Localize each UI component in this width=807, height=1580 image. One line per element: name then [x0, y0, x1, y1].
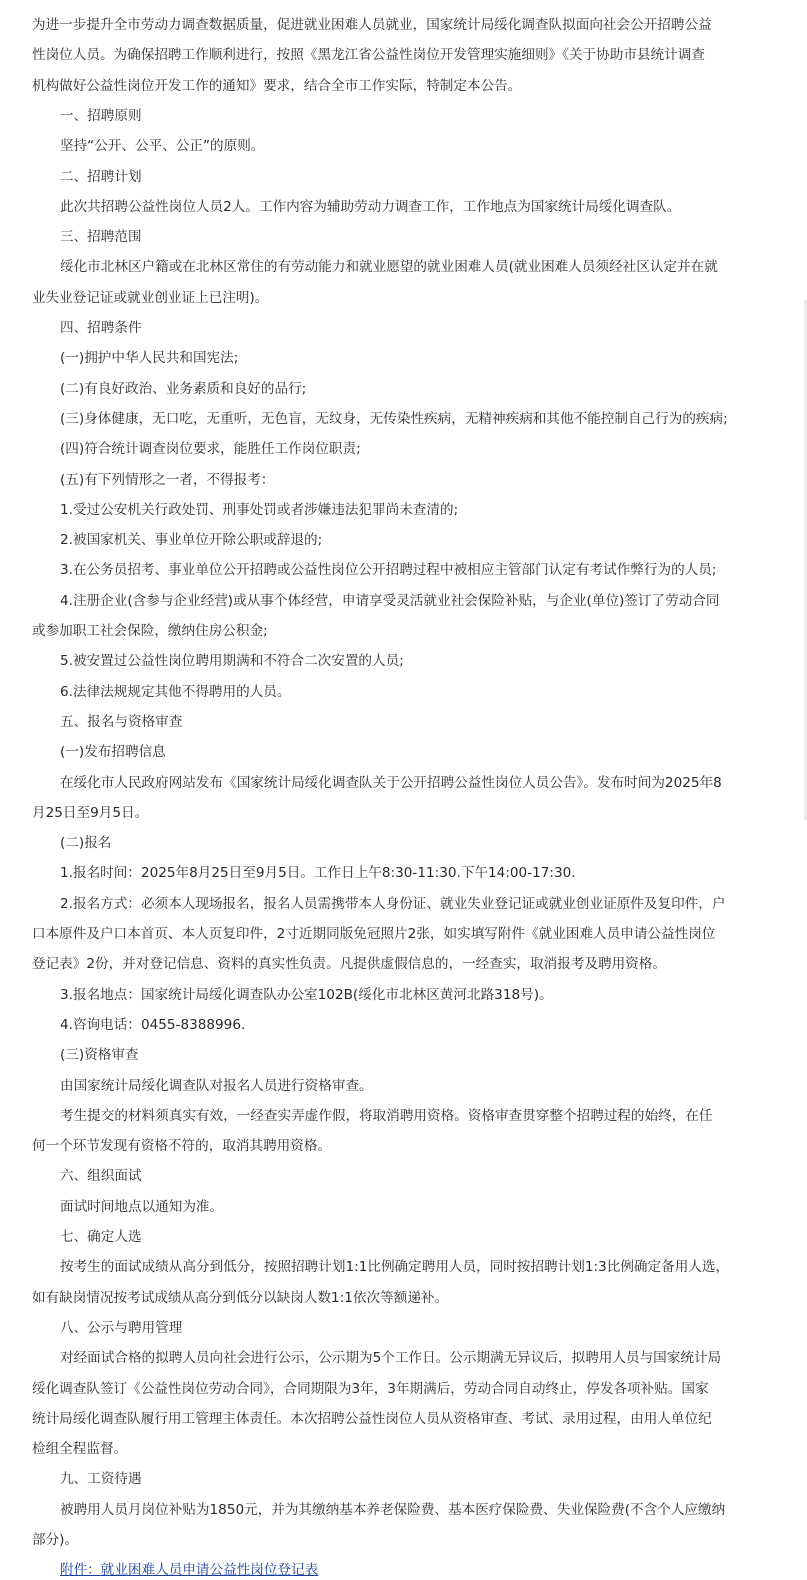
paragraph-line: 何一个环节发现有资格不符的，取消其聘用资格。	[32, 1138, 332, 1155]
paragraph-line: 1.受过公安机关行政处罚、刑事处罚或者涉嫌违法犯罪尚未查清的;	[60, 501, 459, 518]
paragraph-line: 九、工资待遇	[60, 1471, 142, 1488]
paragraph-line: (一)发布招聘信息	[60, 744, 166, 761]
paragraph-line: 对经面试合格的拟聘人员向社会进行公示，公示期为5个工作日。公示期满无异议后，拟聘用人员与国家统计局	[60, 1350, 722, 1367]
paragraph-line: 4.咨询电话：0455-8388996.	[60, 1016, 246, 1033]
paragraph-line: 机构做好公益性岗位开发工作的通知》要求，结合全市工作实际，特制定本公告。	[32, 77, 522, 94]
paragraph-line: 八、公示与聘用管理	[60, 1319, 183, 1336]
paragraph-line: 3.报名地点：国家统计局绥化调查队办公室102B(绥化市北林区黄河北路318号)。	[60, 986, 553, 1003]
attachment-prefix: 附件：	[60, 1562, 101, 1579]
paragraph-line: 为进一步提升全市劳动力调查数据质量，促进就业困难人员就业，国家统计局绥化调查队拟面向社会公开招聘公益	[32, 17, 712, 33]
attachment-link[interactable]	[60, 1560, 318, 1580]
paragraph-line: 此次共招聘公益性岗位人员2人。工作内容为辅助劳动力调查工作，工作地点为国家统计局绥化调查队。	[60, 198, 681, 215]
paragraph-line: 坚持“公开、公平、公正”的原则。	[60, 138, 265, 155]
paragraph-line: 六、组织面试	[60, 1168, 142, 1185]
paragraph-line: (二)报名	[60, 835, 112, 852]
paragraph-line: 统计局绥化调查队履行用工管理主体责任。本次招聘公益性岗位人员从资格审查、考试、录用过程，由用人单位纪	[32, 1410, 712, 1427]
paragraph-line: 登记表》2份，并对登记信息、资料的真实性负责。凡提供虚假信息的，一经查实，取消报考及聘用资格。	[32, 956, 666, 973]
paragraph-line: (五)有下列情形之一者，不得报考：	[60, 471, 275, 488]
paragraph-line: 或参加职工社会保险，缴纳住房公积金;	[32, 623, 268, 639]
paragraph-line: 面试时间地点以通知为准。	[60, 1198, 224, 1215]
paragraph-line: 由国家统计局绥化调查队对报名人员进行资格审查。	[60, 1077, 373, 1094]
paragraph-line: 被聘用人员月岗位补贴为1850元，并为其缴纳基本养老保险费、基本医疗保险费、失业保险费(不含个人应缴纳	[60, 1501, 726, 1518]
paragraph-line: 月25日至9月5日。	[32, 804, 149, 821]
paragraph-line: (三)身体健康，无口吃，无重听，无色盲，无纹身，无传染性疾病，无精神疾病和其他不能控制自己行为的疾病;	[60, 410, 728, 427]
paragraph-line: 2.被国家机关、事业单位开除公职或辞退的;	[60, 532, 323, 549]
paragraph-line: 部分)。	[32, 1532, 79, 1548]
paragraph-line: 2.报名方式：必须本人现场报名，报名人员需携带本人身份证、就业失业登记证或就业创业证原件及复印件，户	[60, 895, 726, 912]
paragraph-line: 性岗位人员。为确保招聘工作顺利进行，按照《黑龙江省公益性岗位开发管理实施细则》《关于协助市县统计调查	[32, 47, 705, 64]
paragraph-line: 在绥化市人民政府网站发布《国家统计局绥化调查队关于公开招聘公益性岗位人员公告》。发布时间为2025年8	[60, 774, 722, 791]
paragraph-line: 4.注册企业(含参与企业经营)或从事个体经营，申请享受灵活就业社会保险补贴，与企业(单位)签订了劳动合同	[60, 592, 720, 609]
paragraph-line: 检组全程监督。	[32, 1441, 128, 1458]
paragraph-line: 七、确定人选	[60, 1229, 142, 1245]
paragraph-line: 口本原件及户口本首页、本人页复印件，2寸近期同版免冠照片2张，如实填写附件《就业困难人员申请公益性岗位	[32, 926, 716, 942]
paragraph-line: (一)拥护中华人民共和国宪法;	[60, 350, 239, 367]
attachment-title[interactable]: 就业困难人员申请公益性岗位登记表	[100, 1562, 319, 1579]
paragraph-line: 按考生的面试成绩从高分到低分，按照招聘计划1:1比例确定聘用人员，同时按招聘计划1:3比例确定备用人选，	[60, 1259, 730, 1276]
paragraph-line: 6.法律法规规定其他不得聘用的人员。	[60, 683, 291, 700]
paragraph-line: 业失业登记证或就业创业证上已注明)。	[32, 289, 269, 306]
paragraph-line: 1.报名时间：2025年8月25日至9月5日。工作日上午8:30-11:30.下午14:00-17:30.	[60, 865, 576, 882]
paragraph-line: 如有缺岗情况按考试成绩从高分到低分以缺岗人数1:1依次等额递补。	[32, 1289, 449, 1306]
paragraph-line: 四、招聘条件	[60, 320, 142, 336]
paragraph-line: (四)符合统计调查岗位要求，能胜任工作岗位职责;	[60, 441, 361, 458]
paragraph-line: 一、招聘原则	[60, 107, 142, 124]
paragraph-line: (二)有良好政治、业务素质和良好的品行;	[60, 380, 307, 397]
paragraph-line: 三、招聘范围	[60, 229, 142, 246]
paragraph-line: 二、招聘计划	[60, 168, 142, 185]
paragraph-line: 绥化调查队签订《公益性岗位劳动合同》，合同期限为3年，3年期满后，劳动合同自动终止，停发各项补贴。国家	[32, 1380, 709, 1397]
paragraph-line: 3.在公务员招考、事业单位公开招聘或公益性岗位公开招聘过程中被相应主管部门认定有考试作弊行为的人员;	[60, 562, 717, 579]
paragraph-line: (三)资格审查	[60, 1047, 139, 1064]
paragraph-line: 考生提交的材料须真实有效，一经查实弄虚作假，将取消聘用资格。资格审查贯穿整个招聘过程的始终，在任	[60, 1107, 713, 1124]
paragraph-line: 5.被安置过公益性岗位聘用期满和不符合二次安置的人员;	[60, 653, 404, 670]
paragraph-line: 绥化市北林区户籍或在北林区常住的有劳动能力和就业愿望的就业困难人员(就业困难人员须经社区认定并在就	[60, 259, 718, 276]
paragraph-line: 五、报名与资格审查	[60, 713, 183, 730]
